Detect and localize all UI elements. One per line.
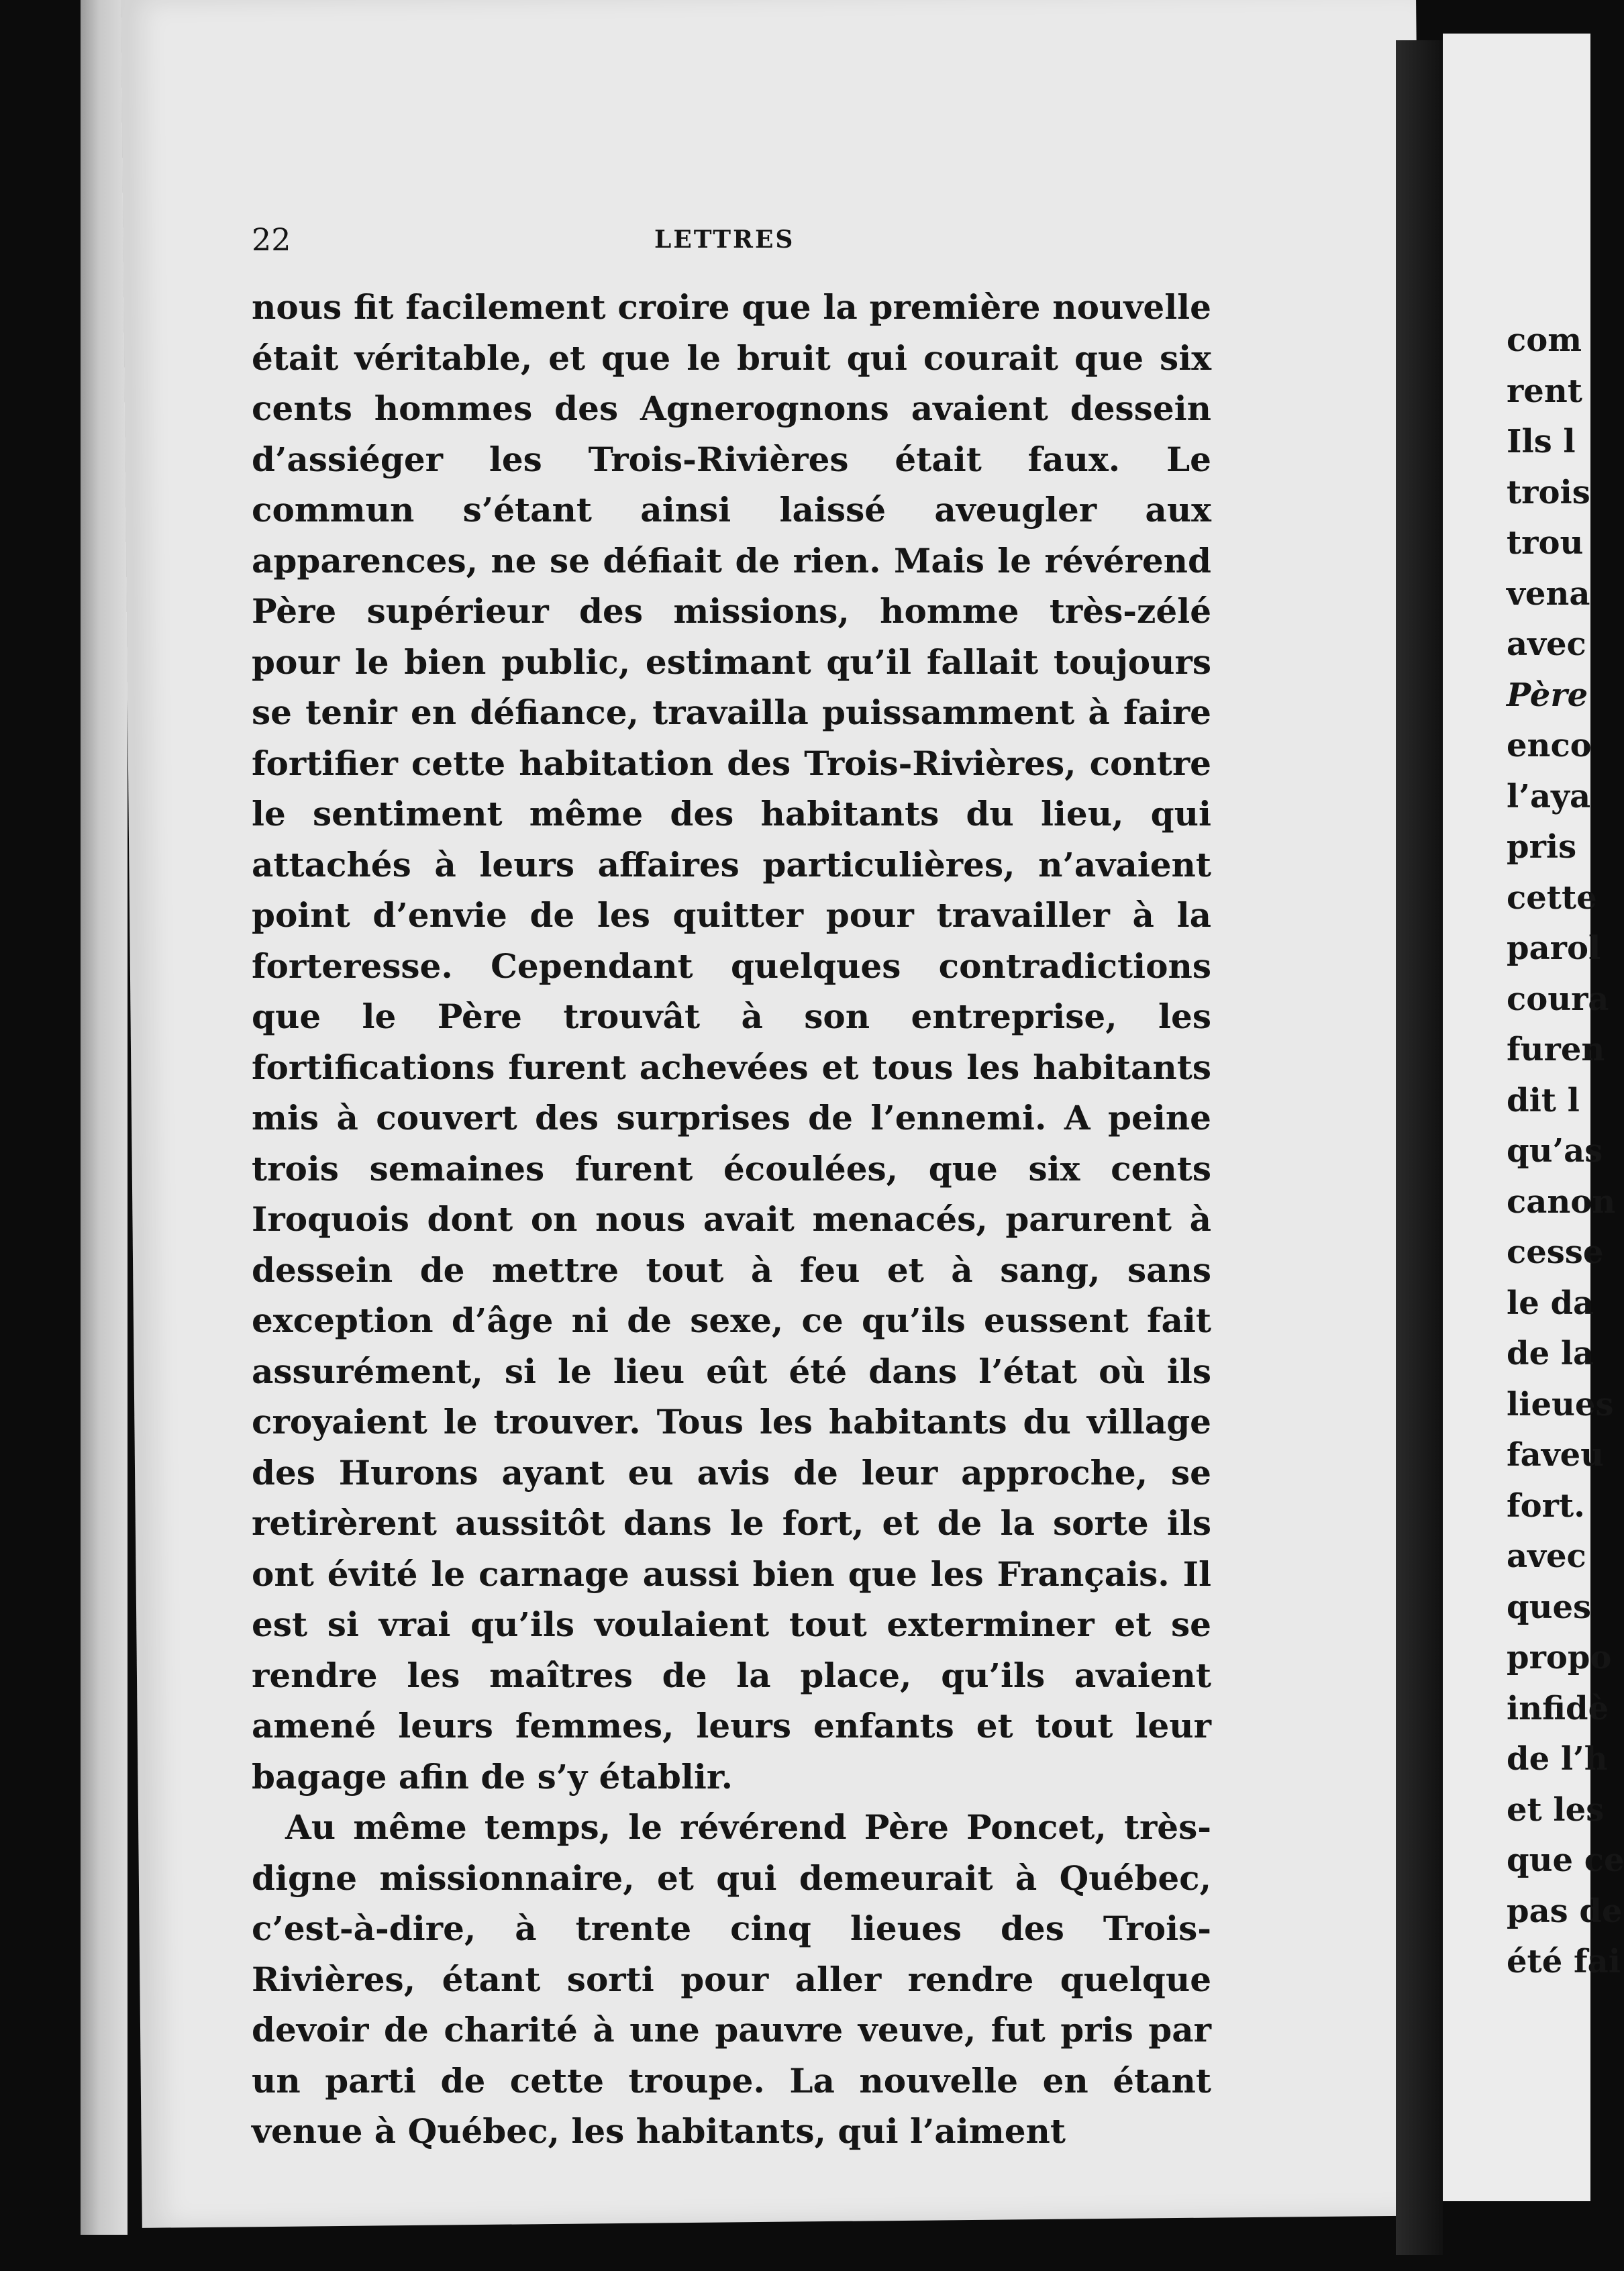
facing-line: coura [1507,980,1609,1018]
page-content [252,221,1211,2157]
facing-line: pas de [1507,1892,1623,1930]
facing-page-text [1507,315,1624,1988]
facing-line: dit l [1507,1081,1580,1119]
facing-line: trou [1507,524,1584,562]
running-head [252,221,1211,282]
paragraph-2: Au même temps, le révérend Père Poncet, très-digne missionnaire, et qui demeurait à Québec, c’est-à-dire, à trente cinq lieues des Trois-Rivières, étant sorti pour aller rendre quelque devoir de charité à une pauvre veuve, fut pris par un parti de cette troupe. La nouvelle en étant venue à Québec, les habitants, qui l’aiment [252,1807,1211,2151]
facing-line: canon [1507,1182,1616,1221]
gutter-shadow [1396,40,1443,2255]
facing-line: avec [1507,1537,1586,1575]
facing-line: que ce [1507,1841,1624,1879]
facing-line: fort. [1507,1486,1585,1525]
facing-line: Ils l [1507,423,1576,460]
facing-line: lieues [1507,1385,1614,1423]
body-text [252,282,1211,2157]
paragraph-1: nous fit facilement croire que la première nouvelle était véritable, et que le bruit qui courait que six cents hommes des Agnerognons avaient dessein d’assiéger les Trois-Rivières était faux. Le commun s’étant ainsi laissé aveugler aux apparences, ne se défiait de rien. Mais le révérend Père supérieur des missions, homme très-zélé pour le bien public, estimant qu’il fallait toujours se tenir en défiance, travailla puissamment à faire fortifier cette habitation des Trois-Rivières, contre le sentiment même des habitants du lieu, qui attachés à leurs affaires particulières, n’avaient point d’envie de les quitter pour travailler à la forteresse. Cependant quelques contradictions que le Père trouvât à son entreprise, les fortifications furent achevées et tous les habitants mis à couvert des surprises de l’ennemi. A peine trois semaines furent écoulées, que six cents Iroquois dont on nous avait menacés, parurent à dessein de mettre tout à feu et à sang, sans exception d’âge ni de sexe, ce qu’ils eussent fait assurément, si le lieu eût été dans l’état où ils croyaient le trouver. Tous les habitants du village des Hurons ayant eu avis de leur approche, se retirèrent aussitôt dans le fort, et de la sorte ils ont évité le carnage aussi bien que les Français. Il est si vrai qu’ils voulaient tout exterminer et se rendre les maîtres de la place, qu’ils avaient amené leurs femmes, leurs enfants et tout leur bagage afin de s’y établir. [252,287,1211,1797]
facing-line: furen [1507,1031,1605,1068]
facing-line: com [1507,321,1582,359]
running-head-title: LETTRES [654,225,795,254]
facing-line: Père [1507,676,1588,714]
facing-line: de la [1507,1335,1594,1372]
facing-line: pris [1507,828,1577,866]
facing-line: ques [1507,1588,1592,1626]
facing-line: le da [1507,1284,1594,1322]
facing-line: été fai [1507,1943,1621,1980]
facing-line: de l’h [1507,1740,1608,1778]
page-number: 22 [252,221,291,258]
facing-line: cesse [1507,1233,1604,1271]
facing-line: infidè [1507,1689,1609,1727]
facing-line: enco [1507,727,1592,764]
facing-line: et les [1507,1790,1605,1829]
facing-line: l’aya [1507,777,1591,815]
facing-line: vena [1507,574,1590,613]
facing-line: faveu [1507,1436,1605,1474]
facing-line: rent [1507,372,1582,410]
facing-line: trois [1507,473,1590,511]
facing-line: parol [1507,929,1601,967]
facing-line: avec [1507,625,1586,663]
facing-line: propo [1507,1639,1612,1676]
facing-line: qu’as [1507,1132,1603,1170]
page-edge [81,0,128,2235]
facing-line: cette [1507,878,1597,917]
